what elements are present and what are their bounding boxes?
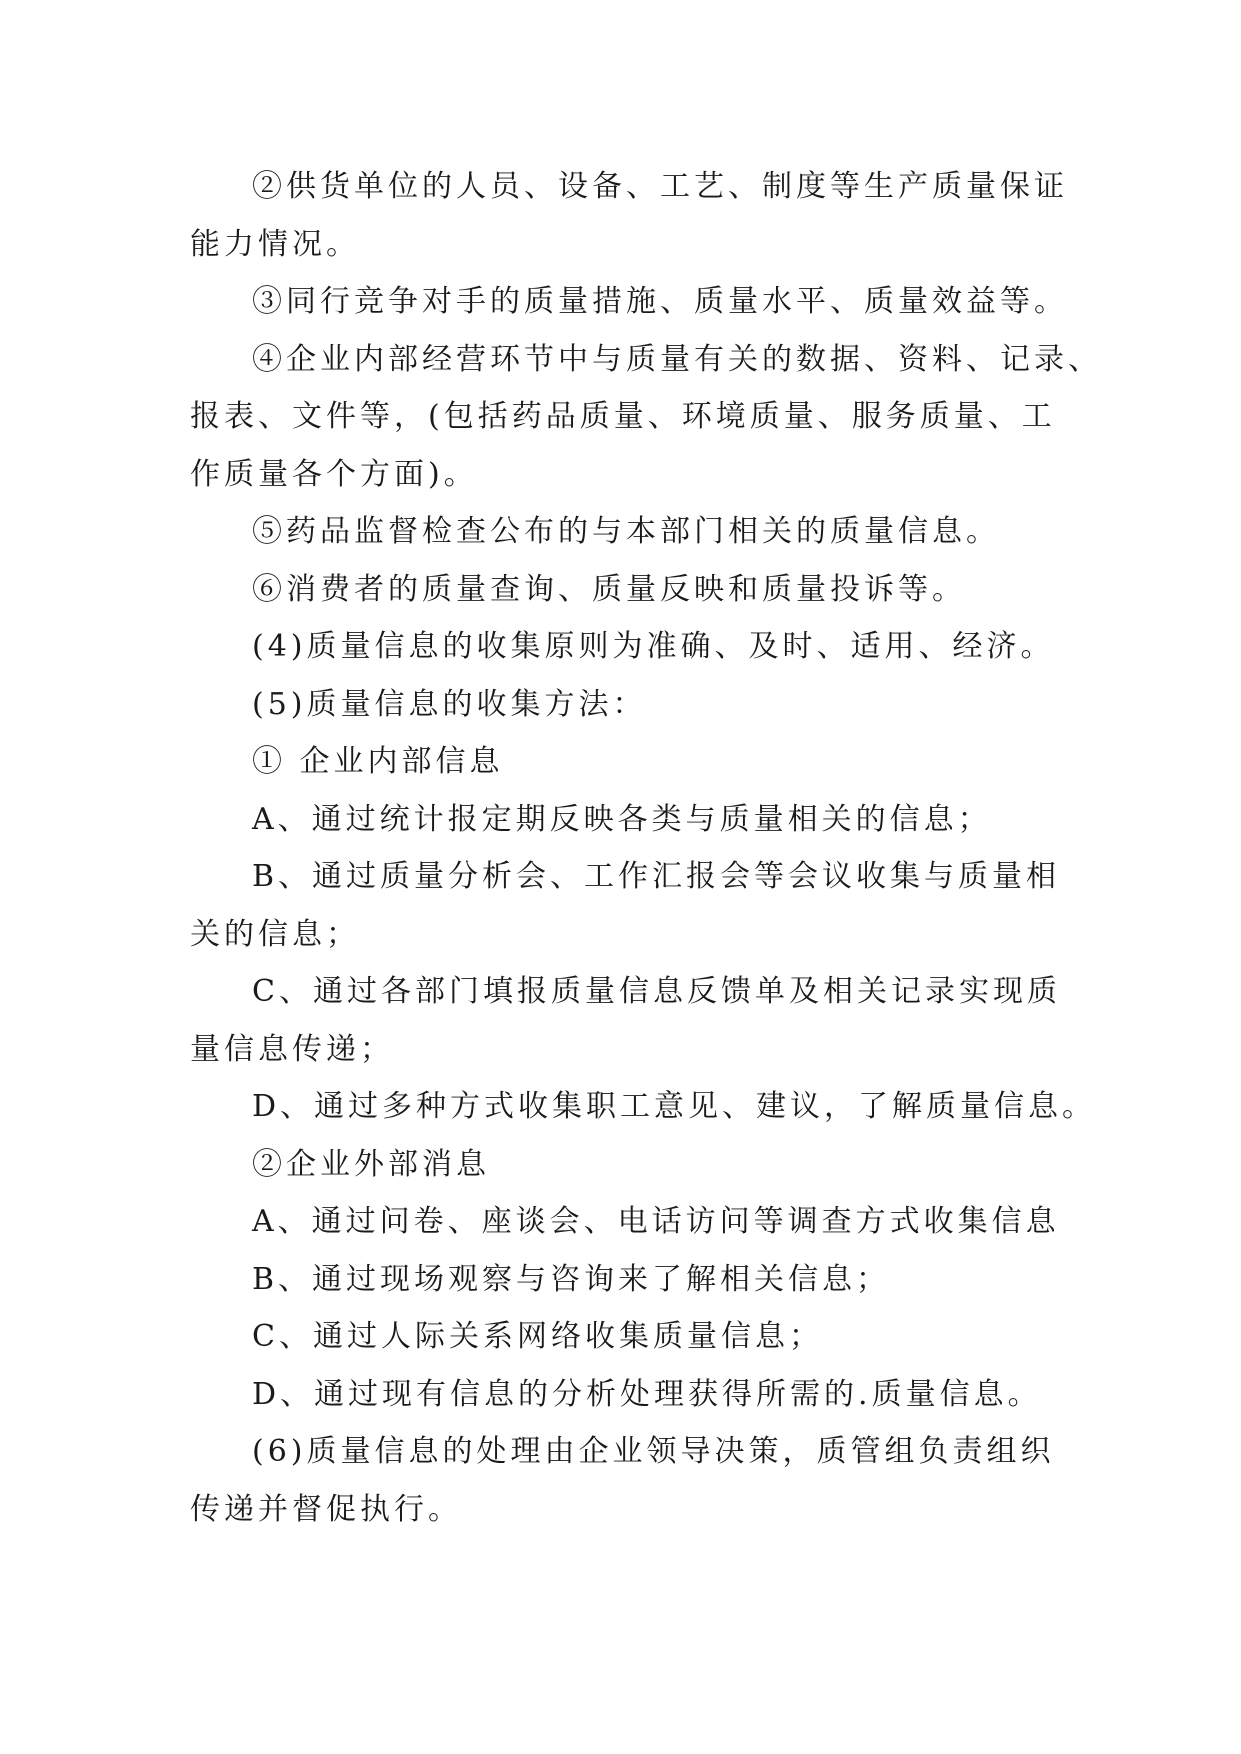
text-line-19: A、通过问卷、座谈会、电话访问等调查方式收集信息 <box>252 1204 1060 1239</box>
text-line-22: D、通过现有信息的分析处理获得所需的.质量信息。 <box>252 1376 1042 1412</box>
text-line-21: C、通过人际关系网络收集质量信息； <box>252 1319 823 1354</box>
text-line-9: (4)质量信息的收集原则为准确、及时、适用、经济。 <box>252 629 1055 664</box>
text-line-1: ②供货单位的人员、设备、工艺、制度等生产质量保证 <box>252 169 1068 204</box>
text-line-20: B、通过现场观察与咨询来了解相关信息； <box>252 1261 891 1297</box>
text-line-8: ⑥消费者的质量查询、质量反映和质量投诉等。 <box>252 571 966 607</box>
text-line-24: 传递并督促执行。 <box>190 1491 462 1527</box>
text-line-15: C、通过各部门填报质量信息反馈单及相关记录实现质 <box>252 974 1061 1009</box>
text-line-2: 能力情况。 <box>190 226 360 262</box>
text-line-14: 关的信息； <box>190 916 360 952</box>
text-line-12: A、通过统计报定期反映各类与质量相关的信息； <box>252 801 992 837</box>
text-line-16: 量信息传递； <box>190 1031 394 1067</box>
text-line-4: ④企业内部经营环节中与质量有关的数据、资料、记录、 <box>252 341 1102 377</box>
text-line-3: ③同行竞争对手的质量措施、质量水平、质量效益等。 <box>252 284 1068 319</box>
text-line-18: ②企业外部消息 <box>252 1146 490 1182</box>
text-line-23: (6)质量信息的处理由企业领导决策，质管组负责组织 <box>252 1434 1055 1469</box>
text-line-11: ① 企业内部信息 <box>252 744 504 779</box>
document-body <box>190 158 1102 1538</box>
text-line-7: ⑤药品监督检查公布的与本部门相关的质量信息。 <box>252 514 1000 549</box>
text-line-6: 作质量各个方面)。 <box>190 456 478 492</box>
text-line-5: 报表、文件等，(包括药品质量、环境质量、服务质量、工 <box>190 399 1056 434</box>
text-line-13: B、通过质量分析会、工作汇报会等会议收集与质量相 <box>252 859 1061 894</box>
text-line-17: D、通过多种方式收集职工意见、建议，了解质量信息。 <box>252 1089 1097 1124</box>
text-line-10: (5)质量信息的收集方法： <box>252 686 647 722</box>
